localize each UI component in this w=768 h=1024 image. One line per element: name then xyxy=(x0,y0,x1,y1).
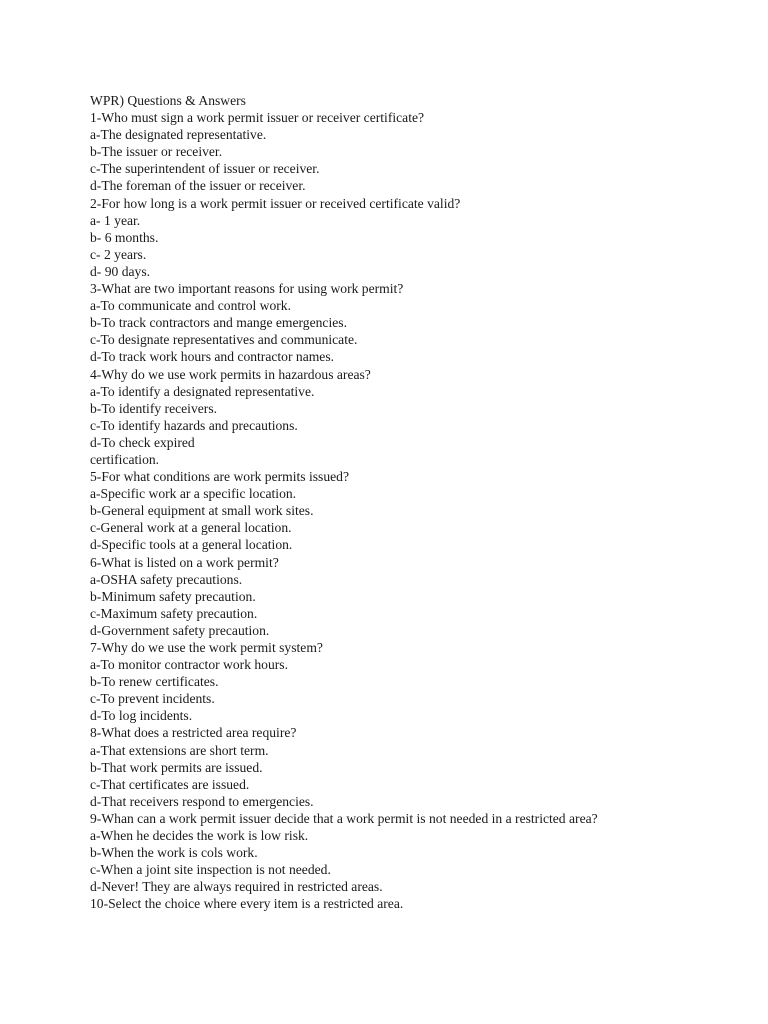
answer-option: d-To log incidents. xyxy=(90,708,193,724)
answer-option: d-Never! They are always required in restricted areas. xyxy=(90,879,383,895)
answer-option: c-When a joint site inspection is not needed. xyxy=(90,862,331,878)
answer-option: c-To prevent incidents. xyxy=(90,691,215,707)
question-7: 7-Why do we use the work permit system? xyxy=(90,640,323,655)
question-4: 4-Why do we use work permits in hazardous areas? xyxy=(90,366,371,382)
answer-option: c-General work at a general location. xyxy=(90,520,292,536)
answer-option: a- 1 year. xyxy=(90,212,141,228)
answer-option: a-That extensions are short term. xyxy=(90,742,269,758)
answer-option: b-The issuer or receiver. xyxy=(90,144,223,160)
answer-option: a-When he decides the work is low risk. xyxy=(90,828,309,844)
answer-option: b-That work permits are issued. xyxy=(90,759,263,775)
answer-option: b-To renew certificates. xyxy=(90,674,219,690)
answer-option: d- 90 days. xyxy=(90,263,151,279)
answer-option: d-To track work hours and contractor names. xyxy=(90,349,335,365)
question-5: 5-For what conditions are work permits issued? xyxy=(90,469,349,485)
answer-option: c-Maximum safety precaution. xyxy=(90,605,258,621)
answer-option: c-That certificates are issued. xyxy=(90,776,250,792)
question-6: 6-What is listed on a work permit? xyxy=(90,554,279,570)
answer-option: c- 2 years. xyxy=(90,246,147,262)
question-3: 3-What are two important reasons for using work permit? xyxy=(90,281,404,297)
question-8: 8-What does a restricted area require? xyxy=(90,725,297,741)
answer-option: d-Specific tools at a general location. xyxy=(90,537,293,553)
answer-option: a-To communicate and control work. xyxy=(90,298,291,314)
question-10: 10-Select the choice where every item is a restricted area. xyxy=(90,896,404,912)
answer-option: d-That receivers respond to emergencies. xyxy=(90,793,314,809)
answer-option: a-The designated representative. xyxy=(90,127,267,143)
answer-option: b-To track contractors and mange emergencies. xyxy=(90,315,347,331)
answer-option: c-To identify hazards and precautions. xyxy=(90,417,298,433)
answer-option: d-Government safety precaution. xyxy=(90,622,270,638)
answer-option: c-To designate representatives and communicate. xyxy=(90,332,358,348)
answer-option: a-To monitor contractor work hours. xyxy=(90,657,288,673)
answer-option: a-To identify a designated representative. xyxy=(90,383,315,399)
answer-option: b-General equipment at small work sites. xyxy=(90,503,314,519)
answer-option: a-Specific work ar a specific location. xyxy=(90,486,297,502)
document-page xyxy=(90,92,750,913)
answer-option: c-The superintendent of issuer or receiver. xyxy=(90,161,320,177)
question-9: 9-Whan can a work permit issuer decide that a work permit is not needed in a restricted area? xyxy=(90,810,598,826)
answer-option: d-To check expired xyxy=(90,434,195,450)
question-1: 1-Who must sign a work permit issuer or receiver certificate? xyxy=(90,110,425,126)
question-2: 2-For how long is a work permit issuer or received certificate valid? xyxy=(90,195,461,211)
answer-option: b-When the work is cols work. xyxy=(90,845,258,861)
answer-option: b-Minimum safety precaution. xyxy=(90,588,256,604)
answer-option-continuation: certification. xyxy=(90,451,160,467)
answer-option: d-The foreman of the issuer or receiver. xyxy=(90,178,306,194)
document-title: WPR) Questions & Answers xyxy=(90,93,246,108)
answer-option: b- 6 months. xyxy=(90,229,159,245)
answer-option: b-To identify receivers. xyxy=(90,400,218,416)
answer-option: a-OSHA safety precautions. xyxy=(90,571,243,587)
